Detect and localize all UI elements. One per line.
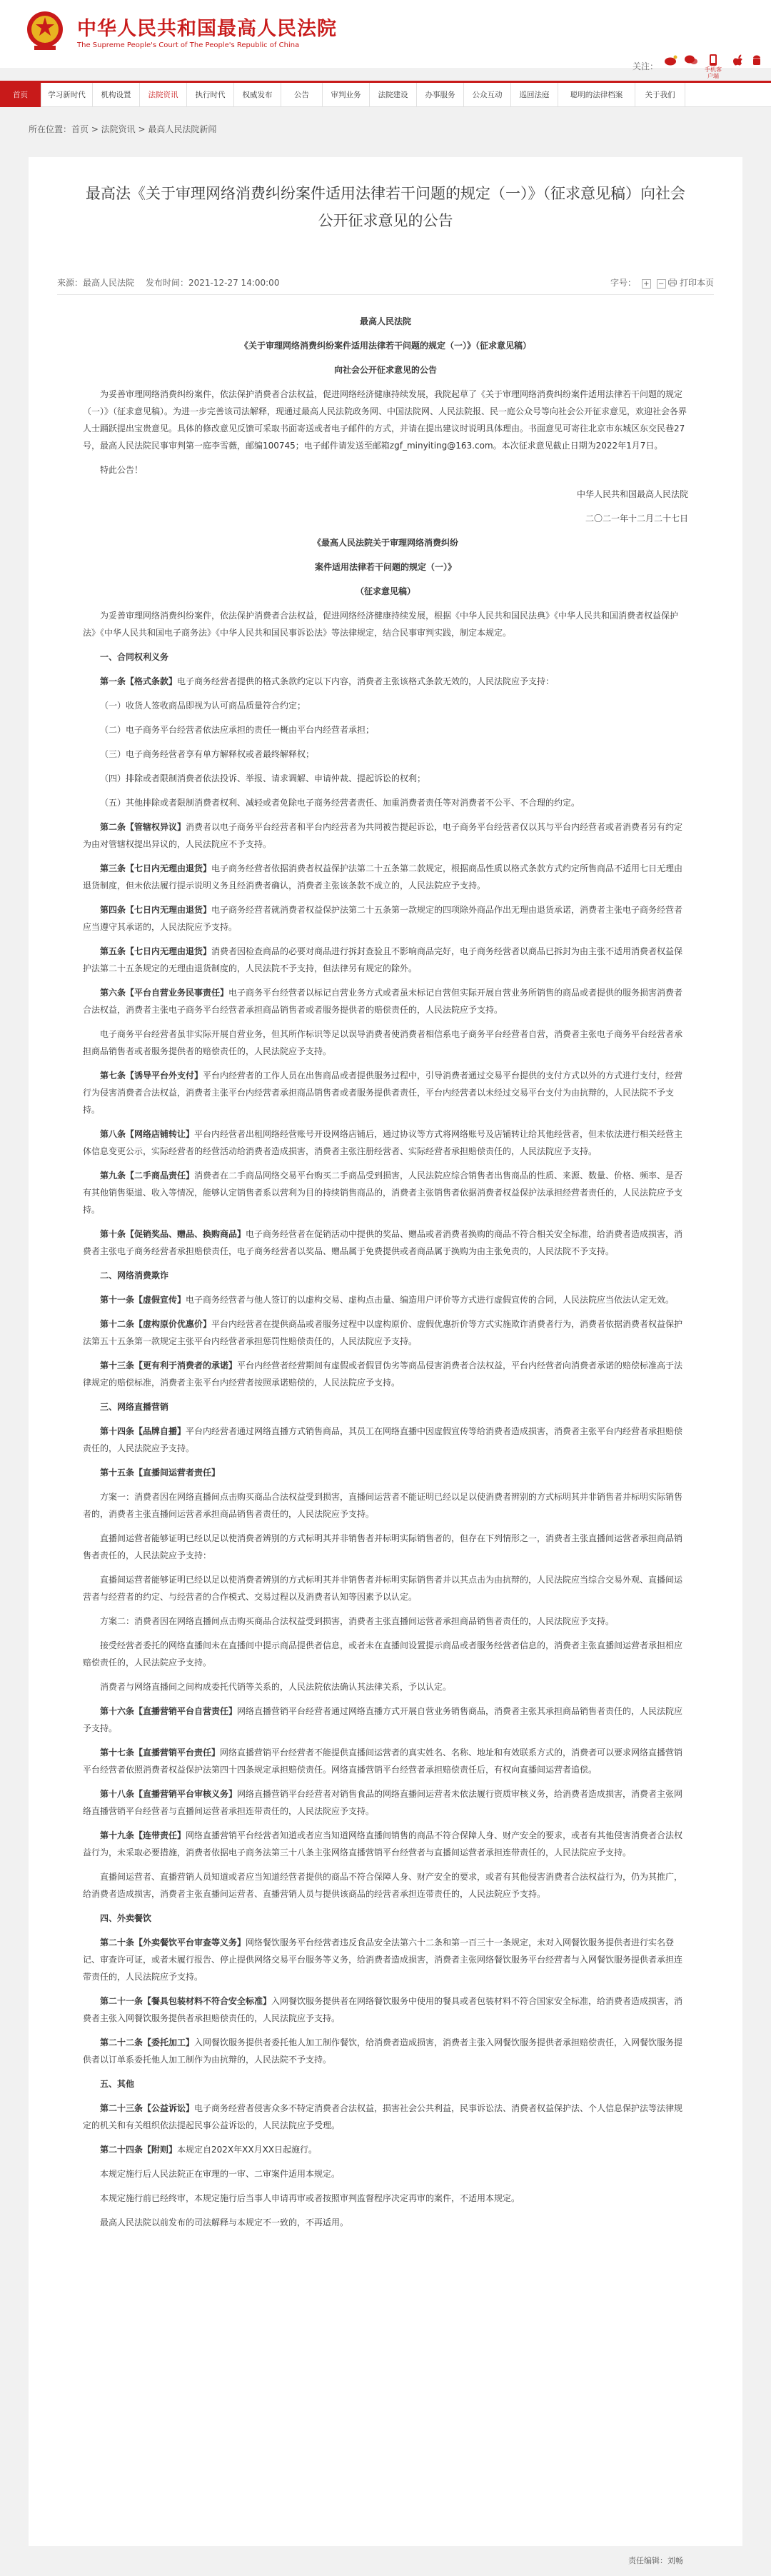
clause-title: 第二十二条【委托加工】 [100, 2038, 195, 2048]
article-title: 最高法《关于审理网络消费纠纷案件适用法律若干问题的规定（一）》（征求意见稿）向社会公开征求意见的公告 [86, 185, 685, 229]
clause-text: 网络餐饮服务平台经营者违反食品安全法第六十二条和第一百三十一条规定，未对入网餐饮服务提供者进行实名登记、审查许可证，或者未履行报告、停止提供网络交易平台服务等义务，给消费者造成损害，消费者主张网络餐饮服务平台经营者与入网餐饮服务提供者承担连带责任的，人民法院应予支持。 [83, 1938, 683, 1982]
apple-icon[interactable] [728, 54, 748, 67]
clause-text: 入网餐饮服务提供者在网络餐饮服务中使用的餐具或者包装材料不符合国家安全标准，给消费者造成损害，消费者主张入网餐饮服务提供者承担赔偿责任的，人民法院应予支持。 [83, 1996, 683, 2023]
clause-title: 第八条【网络店铺转让】 [100, 1129, 195, 1139]
article-source: 来源：最高人民法院 [57, 278, 135, 288]
article-clause [83, 860, 688, 894]
nav-list [0, 83, 771, 107]
paragraph: 方案二：消费者因在网络直播间点击购买商品合法权益受到损害，消费者主张直播间运营者承担商品销售者责任的，人民法院应予支持。 [100, 1616, 615, 1626]
article-clause [83, 901, 688, 936]
clause-title: 第七条【诱导平台外支付】 [100, 1071, 203, 1081]
article-clause [83, 1934, 688, 1985]
clause-text: 平台内经营者出租网络经营账号开设网络店铺后，通过协议等方式将网络账号及店铺转让给其他经营者，但未依法进行相关经营主体信息变更公示，实际经营者的经营活动给消费者造成损害，消费者主张注册经营者、实际经营者承担赔偿责任的，人民法院应予支持。 [83, 1129, 683, 1156]
notice-subtitle: 向社会公开征求意见的公告 [333, 365, 437, 375]
breadcrumb: 所在位置：首页 > 法院资讯 > 最高人民法院新闻 [29, 124, 217, 134]
paragraph: （五）其他排除或者限制消费者权利、减轻或者免除电子商务经营者责任、加重消费者责任等对消费者不公平、不合理的约定。 [100, 798, 580, 808]
clause-text: 网络直播营销平台经营者知道或者应当知道网络直播间销售的商品不符合保障人身、财产安全的要求，或者有其他侵害消费者合法权益行为，未采取必要措施，消费者依据电子商务法第三十八条主张网络直播营销平台经营者与直播间运营者承担连带责任的，人民法院应予支持。 [83, 1830, 683, 1858]
article-clause [83, 2034, 688, 2068]
paragraph: 最高人民法院以前发布的司法解释与本规定不一致的，不再适用。 [100, 2217, 349, 2227]
follow-label: 关注： [633, 61, 659, 71]
editor-credit: 责任编辑：刘畅 [628, 2556, 683, 2565]
clause-title: 第十四条【品牌自播】 [100, 1426, 186, 1436]
font-increase-button[interactable]: + [642, 279, 651, 289]
nav-item-0[interactable]: 首页 [0, 83, 41, 107]
section-heading: 三、网络直播营销 [100, 1402, 169, 1412]
article-clause [83, 1067, 688, 1118]
article-clause [83, 984, 688, 1018]
weibo-icon[interactable] [661, 54, 681, 66]
paragraph: 特此公告！ [100, 465, 143, 475]
clause-title: 第九条【二手商品责任】 [100, 1171, 195, 1181]
clause-text: 电子商务经营者就消费者权益保护法第二十五条第一款规定的四项除外商品作出无理由退货承诺，消费者主张电子商务经营者应当遵守其承诺的，人民法院应予支持。 [83, 905, 683, 932]
clause-title: 第十八条【直播营销平台审核义务】 [100, 1789, 238, 1799]
nav-item-1[interactable]: 学习新时代 [41, 83, 93, 107]
clause-title: 第六条【平台自营业务民事责任】 [100, 988, 229, 998]
nav-item-3[interactable]: 法院资讯 [140, 83, 187, 107]
article-card [29, 157, 742, 2546]
article-clause [83, 1703, 688, 1737]
article-clause [83, 673, 688, 690]
article-clause [83, 943, 688, 977]
article-clause [83, 1827, 688, 1861]
article-clause [83, 1126, 688, 1160]
clause-title: 第十二条【虚构原价优惠价】 [100, 1319, 212, 1329]
clause-title: 第二十四条【附则】 [100, 2145, 178, 2155]
draft-title-line1: 《最高人民法院关于审理网络消费纠纷 [312, 538, 458, 548]
print-label: 打印本页 [680, 278, 715, 288]
font-decrease-button[interactable]: − [657, 279, 666, 289]
article-clause [83, 1357, 688, 1391]
nav-item-10[interactable]: 公众互动 [464, 83, 511, 107]
clause-text: 电子商务经营者与他人签订的以虚构交易、虚构点击量、编造用户评价等方式进行虚假宣传的合同，人民法院应当依法认定无效。 [186, 1295, 675, 1305]
article-clause [83, 1464, 688, 1481]
clause-text: 消费者因检查商品的必要对商品进行拆封查验且不影响商品完好，电子商务经营者以商品已拆封为由主张不适用消费者权益保护法第二十五条规定的无理由退货制度的，人民法院不予支持，但法律另有规定的除外。 [83, 946, 683, 973]
article-clause [83, 2141, 688, 2158]
paragraph: 直播间运营者、直播营销人员知道或者应当知道经营者提供的商品不符合保障人身、财产安全的要求，或者有其他侵害消费者合法权益行为，仍为其推广，给消费者造成损害，消费者主张直播间运营者、直播营销人员与提供该商品的经营者承担连带责任的，人民法院应予支持。 [83, 1872, 683, 1899]
clause-title: 第十九条【连带责任】 [100, 1830, 186, 1840]
site-subtitle: The Supreme People's Court of The People's Republic of China [77, 41, 300, 49]
paragraph: （四）排除或者限制消费者依法投诉、举报、请求调解、申请仲裁、提起诉讼的权利； [100, 773, 426, 783]
wechat-icon[interactable] [681, 54, 701, 66]
notice-title: 《关于审理网络消费纠纷案件适用法律若干问题的规定（一）》（征求意见稿） [239, 341, 531, 351]
clause-title: 第十七条【直播营销平台责任】 [100, 1748, 221, 1758]
clause-text: 本规定自202X年XX月XX日起施行。 [177, 2145, 318, 2155]
paragraph: 本规定施行后人民法院正在审理的一审、二审案件适用本规定。 [100, 2169, 341, 2179]
clause-title: 第二十条【外卖餐饮平台审查等义务】 [100, 1938, 246, 1948]
section-heading: 一、合同权利义务 [100, 652, 169, 662]
clause-title: 第十三条【更有利于消费者的承诺】 [100, 1360, 238, 1370]
site-title[interactable]: 中华人民共和国最高人民法院 [77, 18, 337, 40]
paragraph: 为妥善审理网络消费纠纷案件，依法保护消费者合法权益，促进网络经济健康持续发展，根据《中华人民共和国民法典》《中华人民共和国消费者权益保护法》《中华人民共和国电子商务法》《中华人民共和国民事诉讼法》等法律规定，结合民事审判实践，制定本规定。 [83, 611, 679, 638]
clause-text: 平台内经营者在提供商品或者服务过程中以虚构原价、虚假优惠折价等方式实施欺诈消费者行为，消费者依据消费者权益保护法第五十五条第一款规定主张平台内经营者承担惩罚性赔偿责任的，人民法院应予支持。 [83, 1319, 683, 1346]
paragraph: 方案一：消费者因在网络直播间点击购买商品合法权益受到损害，直播间运营者不能证明已经以足以使消费者辨别的方式标明其并非销售者并标明实际销售者的，消费者主张直播间运营者承担商品销售者责任的，人民法院应予支持。 [83, 1492, 683, 1519]
mobile-client-label: 手机客户端 [705, 66, 722, 79]
draft-title-line2: 案件适用法律若干问题的规定（一）》 [314, 562, 456, 572]
clause-text: 电子商务平台经营者以标记自营业务方式或者虽未标记自营但实际开展自营业务所销售的商品或者提供的服务损害消费者合法权益，消费者主张电子商务平台经营者承担商品销售者或者服务提供者的赔偿责任的，人民法院应予支持。 [83, 988, 683, 1015]
clause-text: 入网餐饮服务提供者委托他人加工制作餐饮，给消费者造成损害，消费者主张入网餐饮服务提供者承担赔偿责任，入网餐饮服务提供者以订单系委托他人加工制作为由抗辩的，人民法院不予支持。 [83, 2038, 683, 2065]
section-heading: 二、网络消费欺诈 [100, 1271, 169, 1281]
clause-title: 第十五条【直播间运营者责任】 [100, 1468, 221, 1478]
clause-title: 第四条【七日内无理由退货】 [100, 905, 212, 915]
signature-date: 二〇二一年十二月二十七日 [585, 513, 688, 523]
clause-title: 第二十一条【餐具包装材料不符合安全标准】 [100, 1996, 272, 2006]
section-heading: 四、外卖餐饮 [100, 1913, 152, 1923]
clause-text: 电子商务经营者提供的格式条款约定以下内容，消费者主张该格式条款无效的，人民法院应予支持： [177, 676, 555, 686]
notice-issuer: 最高人民法院 [359, 316, 411, 326]
clause-title: 第二条【管辖权异议】 [100, 822, 186, 832]
paragraph: 为妥善审理网络消费纠纷案件，依法保护消费者合法权益，促进网络经济健康持续发展，我院起草了《关于审理网络消费纠纷案件适用法律若干问题的规定（一）》（征求意见稿）。为进一步完善该司法解释，现通过最高人民法院政务网、中国法院网、人民法院报、民一庭公众号等向社会公开征求意见，欢迎社会各界人士踊跃提出宝贵意见。具体的修改意见反馈可采取书面寄送或者电子邮件的方式，并请在提出建议时说明具体理由。书面意见可寄往北京市东城区东交民巷27号，最高人民法院民事审判第一庭李雪薇，邮编100745；电子邮件请发送至邮箱zgf_minyiting@163.com。本次征求意见截止日期为2022年1月7日。 [83, 389, 687, 451]
article-clause [83, 818, 688, 853]
clause-text: 网络直播营销平台经营者通过网络直播方式开展自营业务销售商品，消费者主张其承担商品销售者责任的，人民法院应予支持。 [83, 1706, 683, 1733]
article-clause [83, 1226, 688, 1260]
font-size-control [610, 276, 666, 289]
article-clause [83, 1291, 688, 1308]
clause-title: 第三条【七日内无理由退货】 [100, 863, 212, 873]
font-size-label: 字号： [610, 278, 637, 288]
clause-text: 消费者在二手商品网络交易平台购买二手商品受到损害，人民法院应综合销售者出售商品的性质、来源、数量、价格、频率、是否有其他销售渠道、收入等情况，能够认定销售者系以营利为目的持续销售商品的，消费者主张销售者依据消费者权益保护法承担经营者责任的，人民法院应予支持。 [83, 1171, 683, 1215]
article-clause [83, 1167, 688, 1218]
clause-text: 电子商务经营者在促销活动中提供的奖品、赠品或者消费者换购的商品不符合相关安全标准，给消费者造成损害，消费者主张电子商务经营者承担赔偿责任，电子商务经营者以奖品、赠品属于免费提供或者商品属于换购为由主张免责的，人民法院不予支持。 [83, 1229, 683, 1256]
clause-title: 第十条【促销奖品、赠品、换购商品】 [100, 1229, 246, 1239]
paragraph: （三）电子商务经营者享有单方解释权或者最终解释权； [100, 749, 315, 759]
nav-item-5[interactable]: 权威发布 [234, 83, 281, 107]
article-clause [83, 1315, 688, 1350]
clause-title: 第二十三条【公益诉讼】 [100, 2103, 195, 2113]
nav-item-12[interactable]: 聪明的法律档案 [558, 83, 635, 107]
paragraph: 电子商务平台经营者虽非实际开展自营业务，但其所作标识等足以误导消费者使消费者相信系电子商务平台经营者自营，消费者主张电子商务平台经营者承担商品销售者或者服务提供者的赔偿责任的，人民法院应予支持。 [83, 1029, 683, 1056]
clause-text: 网络直播营销平台经营者不能提供直播间运营者的真实姓名、名称、地址和有效联系方式的，消费者可以要求网络直播营销平台经营者依照消费者权益保护法第四十四条规定承担赔偿责任。网络直播营销平台经营者承担赔偿责任后，有权向直播间运营者追偿。 [83, 1748, 683, 1775]
nav-item-13[interactable]: 关于我们 [635, 83, 685, 107]
article-clause [83, 1423, 688, 1457]
nav-item-2[interactable]: 机构设置 [93, 83, 140, 107]
paragraph: 接受经营者委托的网络直播间未在直播间中提示商品提供者信息，或者未在直播间设置提示商品或者服务经营者信息的，消费者主张直播间运营者承担相应赔偿责任的，人民法院应予支持。 [83, 1640, 683, 1668]
paragraph: 本规定施行前已经终审，本规定施行后当事人申请再审或者按照审判监督程序决定再审的案件，不适用本规定。 [100, 2193, 520, 2203]
paragraph: 直播间运营者能够证明已经以足以使消费者辨别的方式标明其并非销售者并标明实际销售者的，但存在下列情形之一，消费者主张直播间运营者承担商品销售者责任的，人民法院应予支持： [83, 1533, 683, 1560]
article-body [83, 313, 688, 2238]
article-clause [83, 1785, 688, 1820]
clause-text: 网络直播营销平台经营者对销售食品的网络直播间运营者未依法履行资质审核义务，给消费者造成损害，消费者主张网络直播营销平台经营者与直播间运营者承担连带责任的，人民法院应予支持。 [83, 1789, 683, 1816]
paragraph: （二）电子商务平台经营者依法应承担的责任一概由平台内经营者承担； [100, 725, 375, 735]
nav-item-7[interactable]: 审判业务 [323, 83, 370, 107]
android-icon[interactable] [747, 54, 767, 67]
site-header [0, 0, 771, 79]
clause-text: 消费者以电子商务平台经营者和平台内经营者为共同被告提起诉讼，电子商务平台经营者仅以其与平台内经营者或者消费者另有约定为由对管辖权提出异议的，人民法院应不予支持。 [83, 822, 683, 849]
paragraph: 消费者与网络直播间之间构成委托代销等关系的，人民法院依法确认其法律关系，予以认定。 [100, 1682, 452, 1692]
nav-item-9[interactable]: 办事服务 [417, 83, 464, 107]
print-button[interactable] [668, 276, 714, 289]
clause-title: 第十六条【直播营销平台自营责任】 [100, 1706, 238, 1716]
clause-text: 电子商务经营者侵害众多不特定消费者合法权益，损害社会公共利益，民事诉讼法、消费者权益保护法、个人信息保护法等法律规定的机关和有关组织依法提起民事公益诉讼的，人民法院应予受理。 [83, 2103, 683, 2130]
draft-title-line3: （征求意见稿） [355, 586, 415, 596]
article-meta [57, 276, 714, 295]
clause-title: 第十一条【虚假宣传】 [100, 1295, 186, 1305]
clause-title: 第一条【格式条款】 [100, 676, 178, 686]
article-clause [83, 2100, 688, 2134]
signature-org: 中华人民共和国最高人民法院 [576, 489, 688, 499]
main-nav [0, 81, 771, 107]
clause-title: 第五条【七日内无理由退货】 [100, 946, 212, 956]
paragraph: 直播间运营者能够证明已经以足以使消费者辨别的方式标明其并非销售者并标明实际销售者并以其点击为由抗辩的，人民法院应当综合交易外观、直播间运营者与经营者的约定、与经营者的合作模式、交易过程以及消费者认知等因素予以认定。 [83, 1575, 683, 1602]
clause-text: 平台内经营者的工作人员在出售商品或者提供服务过程中，引导消费者通过交易平台提供的支付方式以外的方式进行支付，经营行为侵害消费者合法权益，消费者主张平台内经营者承担商品销售者或者服务提供者责任，平台内经营者以未经过交易平台支付为由抗辩的，人民法院不予支持。 [83, 1071, 683, 1115]
nav-item-8[interactable]: 法院建设 [370, 83, 417, 107]
clause-text: 平台内经营者经营期间有虚假或者假冒伪劣等商品侵害消费者合法权益，平台内经营者向消费者承诺的赔偿标准高于法律规定的赔偿标准，消费者主张平台内经营者按照承诺赔偿的，人民法院应予支持。 [83, 1360, 683, 1388]
clause-text: 平台内经营者通过网络直播方式销售商品，其员工在网络直播中因虚假宣传等给消费者造成损害，消费者主张平台内经营者承担赔偿责任的，人民法院应予支持。 [83, 1426, 683, 1453]
clause-text: 电子商务经营者依据消费者权益保护法第二十五条第二款规定，根据商品性质以格式条款方式约定所售商品不适用七日无理由退货制度，但未依法履行提示说明义务且经消费者确认，消费者主张该条款不成立的，人民法院应予支持。 [83, 863, 683, 891]
follow-icons [621, 54, 764, 79]
article-clause [83, 1993, 688, 2027]
paragraph: （一）收货人签收商品即视为认可商品质量符合约定； [100, 701, 306, 711]
section-heading: 五、其他 [100, 2079, 135, 2089]
article-publish-time: 发布时间：2021-12-27 14:00:00 [146, 278, 280, 288]
nav-item-4[interactable]: 执行时代 [187, 83, 234, 107]
nav-item-6[interactable]: 公告 [281, 83, 323, 107]
nav-item-11[interactable]: 巡回法庭 [511, 83, 558, 107]
mobile-client-icon[interactable] [702, 54, 724, 79]
national-emblem-icon[interactable] [26, 10, 64, 51]
print-icon [668, 279, 677, 286]
article-clause [83, 1744, 688, 1778]
